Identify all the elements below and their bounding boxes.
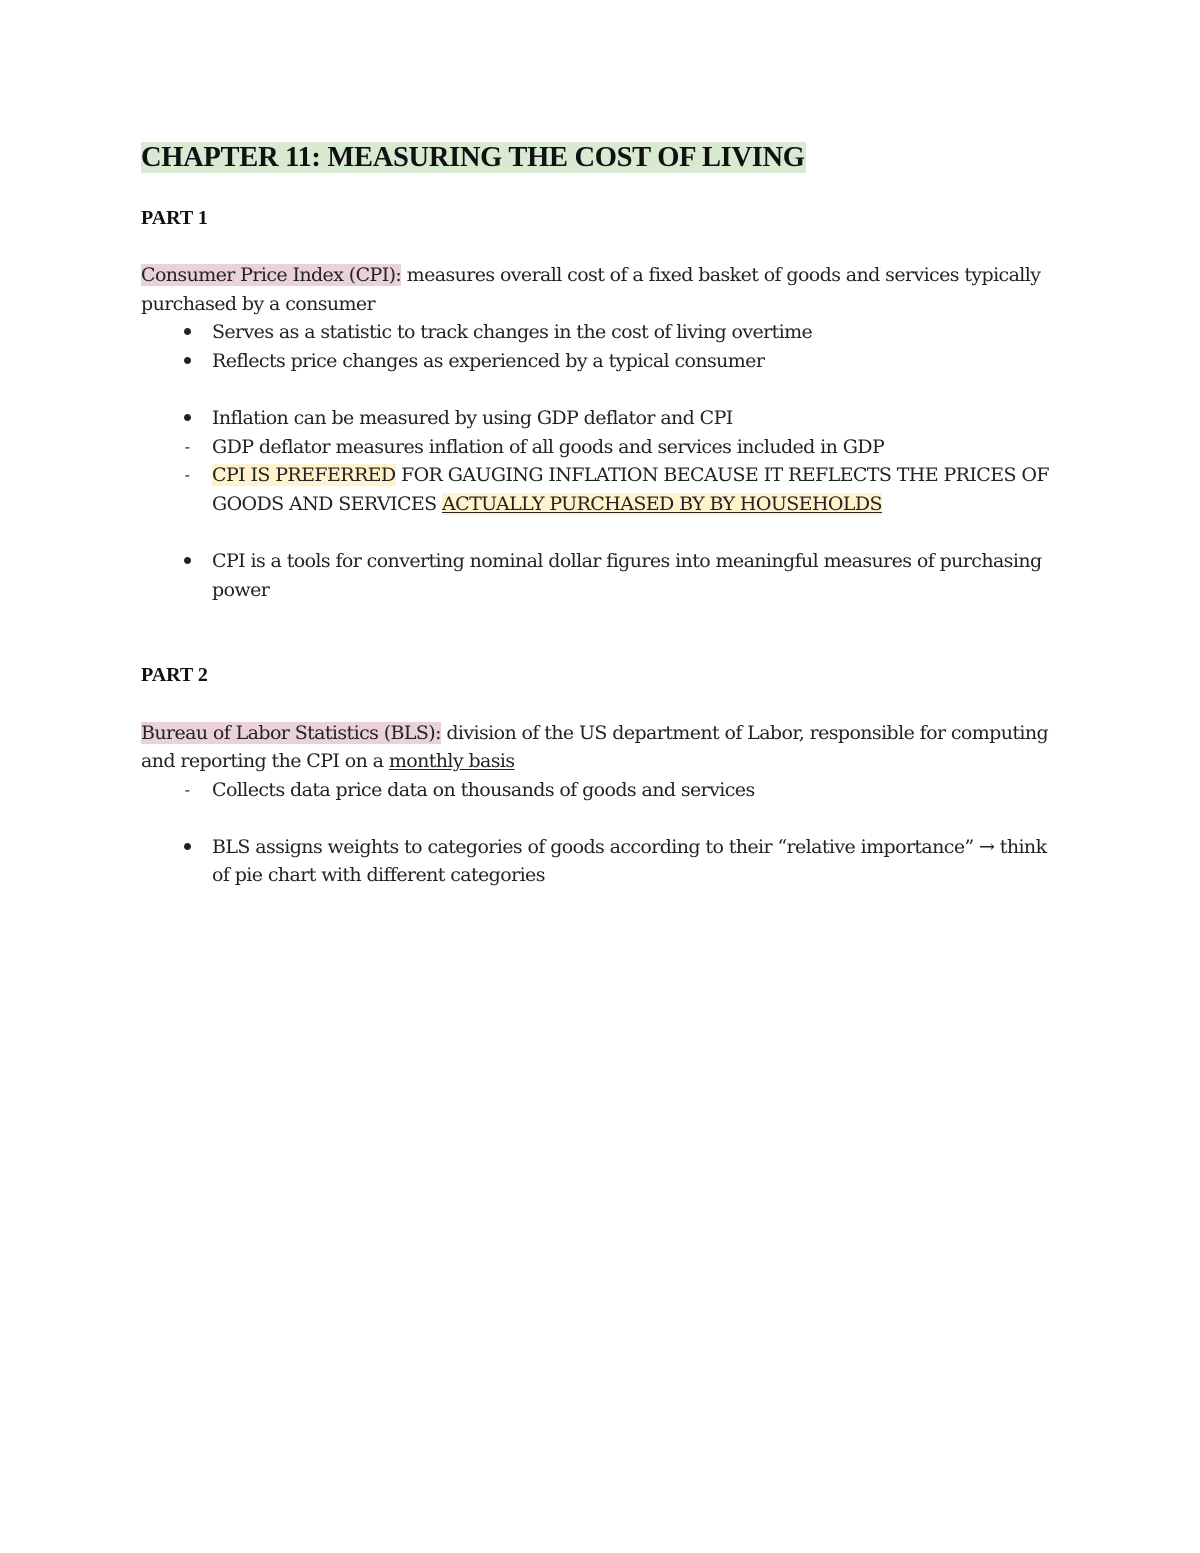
bls-definition (141, 719, 1061, 776)
cpi-preferred-highlight: CPI IS PREFERRED (212, 464, 396, 487)
bls-dash-list (141, 776, 1061, 805)
households-highlight: ACTUALLY PURCHASED BY BY HOUSEHOLDS (442, 492, 882, 515)
bls-term: Bureau of Labor Statistics (BLS): (141, 721, 441, 744)
list-item: BLS assigns weights to categories of goods according to their “relative importance” → think of pie chart with different categories (141, 833, 1061, 890)
bullet-icon (177, 547, 197, 576)
bls-definition-text: division of the US department of Labor, responsible for computing and reporting the CPI on a (141, 721, 1049, 773)
part2-heading: PART 2 (141, 664, 208, 687)
list-item: CPI is a tools for converting nominal dollar figures into meaningful measures of purchasing power (141, 547, 1061, 604)
list-item: - CPI IS PREFERRED FOR GAUGING INFLATION BECAUSE IT REFLECTS THE PRICES OF GOODS AND SERVICES ACTUALLY PURCHASED BY BY HOUSEHOLDS (141, 461, 1061, 518)
dash-icon: - (184, 779, 190, 799)
cpi-tools-list (141, 547, 1061, 604)
cpi-definition (141, 261, 1061, 318)
list-item: Inflation can be measured by using GDP deflator and CPI (141, 404, 1061, 433)
dash-icon: - (184, 436, 190, 456)
cpi-definition-text: measures overall cost of a fixed basket of goods and services typically purchased by a consumer (141, 264, 1041, 315)
chapter-title (141, 138, 1061, 178)
list-item: Serves as a statistic to track changes in the cost of living overtime (141, 318, 1061, 347)
list-item: Reflects price changes as experienced by a typical consumer (141, 347, 1061, 376)
bullet-icon (177, 318, 197, 347)
list-item: - GDP deflator measures inflation of all goods and services included in GDP (141, 433, 1061, 462)
bullet-icon (177, 347, 197, 376)
monthly-basis: monthly basis (388, 750, 515, 773)
list-item: - Collects data price data on thousands of goods and services (141, 776, 1061, 805)
document-page (141, 138, 1061, 890)
title-highlight: CHAPTER 11: MEASURING THE COST OF LIVING (141, 142, 805, 173)
part1-heading: PART 1 (141, 207, 208, 229)
bls-bullet-list (141, 833, 1061, 890)
cpi-term: Consumer Price Index (CPI): (141, 264, 402, 287)
cpi-bullet-list (141, 318, 1061, 375)
inflation-list (141, 404, 1061, 518)
bullet-icon (177, 833, 197, 862)
bullet-icon (177, 404, 197, 433)
dash-icon: - (184, 465, 190, 485)
